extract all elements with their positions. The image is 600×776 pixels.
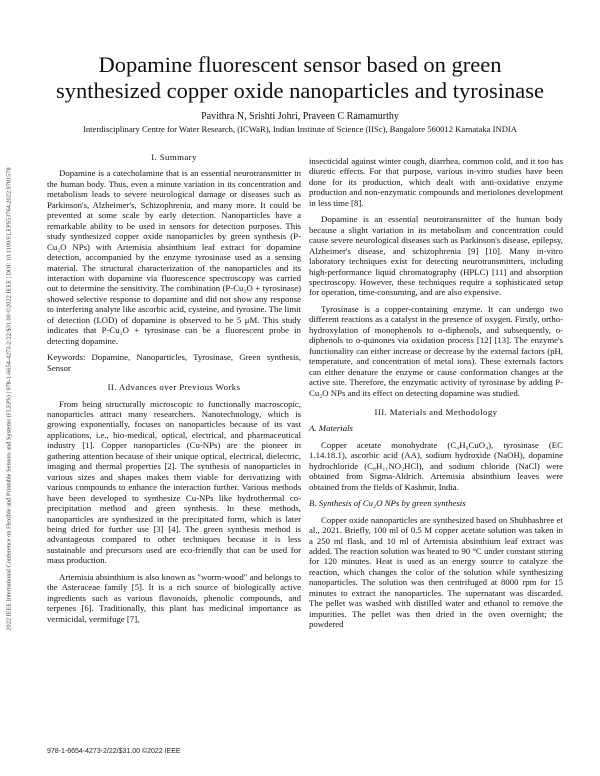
continued-paragraph: insecticidal against winter cough, diarrhea, common cold, and it too has diuretic effects. For that purpose, various in-vitro studies have been done for its production, which dealt with anti-oxidative enzyme production and non-enzymatic compounds and meriolones development in less time [8].: [309, 156, 563, 208]
dopamine-paragraph: Dopamine is an essential neurotransmitter of the human body because a slight variation in its metabolism and concentration could cause severe neurological diseases such as Parkinson's disease, epilepsy, Alzheimer's disease, and schizophrenia [9] [10]. Many in-vitro laboratory techniques exist for detecting neurotransmitters, including high-performance liquid chromatography (HPLC) [11] and absorption spectroscopy. However, these techniques require a sophisticated setup for operation, time-consuming, and are also expensive.: [309, 214, 563, 298]
authors: Pavithra N, Srishti Johri, Praveen C Ramamurthy: [201, 111, 399, 122]
subheading-materials: A. Materials: [309, 423, 353, 434]
heading-advances: II. Advances over Previous Works: [107, 382, 241, 393]
keywords: Keywords: Dopamine, Nanoparticles, Tyrosinase, Green synthesis, Sensor: [47, 352, 301, 373]
synthesis-paragraph: Copper oxide nanoparticles are synthesized based on Shubhashree et al., 2021. Briefly, 100 ml of 0.5 M copper acetate solution was taken in a 250 ml flask, and 10 ml of Artemisia absinthium leaf extract was added. The reaction solution was heated to 90 °C under constant stirring for 120 minutes. Heat is used as an energy source to catalyze the reaction, which changes the color of the solution while synthesizing nanoparticles. The solution was then centrifuged at 8000 rpm for 15 minutes to extract the nanoparticles. The supernatant was discarded. The pellet was washed with distilled water and ethanol to remove the impurities. The pellet was then dried in the oven overnight; the powdered: [309, 514, 563, 630]
footer-copyright: 978-1-6654-4273-2/22/$31.00 ©2022 IEEE: [47, 748, 181, 755]
materials-paragraph: Copper acetate monohydrate (C₄H₆CuO₄), tyrosinase (EC 1.14.18.1), ascorbic acid (AA), sodium hydroxide (NaOH), dopamine hydrochloride (C₈H₁₁NO₂HCl), and sodium chloride (NaCl) were obtained from Sigma-Aldrich. Artemisia absinthium leaves were obtained from the fields of Kashmir, India.: [309, 439, 563, 492]
heading-summary: I. Summary: [151, 152, 197, 162]
affiliation: Interdisciplinary Centre for Water Research, (ICWaR), Indian Institute of Science (IISc), Bangalore 560012 Karnataka INDIA: [83, 124, 517, 134]
paper-title: [40, 52, 560, 104]
left-column: [47, 152, 301, 624]
advances-paragraph-1: From being structurally microscopic to functionally macroscopic, nanoparticles attract many researchers. Nanotechnology, which is growing exponentially, focuses on nanoparticles because of its vast applications, i.e., bio-medical, optical, electrical, and pharmaceutical industry [1]. Copper nanoparticles (Cu-NPs) are the pioneer in gathering attention because of their unique optical, electrical, dielectric, imaging and thermal properties [2]. The synthesis of nanoparticles in various sizes and shapes makes them viable for derivatizing with various compounds to enhance the interaction further. Various methods have been developed to synthesize Cu-NPs like hydrothermal co-precipitation method and green synthesis. In these methods, nanoparticles are synthesized in the precipitated form, which is later being dried for further use [3] [4]. The green synthesis method is advantageous compared to other techniques because it is less sustainable and precursors used are eco-friendly that can be used for mass production.: [47, 398, 301, 566]
right-column: [309, 156, 563, 630]
title-line-1: Dopamine fluorescent sensor based on green: [98, 52, 502, 77]
advances-paragraph-2: Artemisia absinthium is also known as "worm-wood" and belongs to the Asteraceae family [5]. It is a rich source of biologically active ingredients such as various flavonoids, phenolic compounds, and terpenes [6]. Traditionally, this plant has medicinal importance as vermicidal, vermifuge [7],: [47, 571, 301, 624]
heading-methods: III. Materials and Methodology: [374, 406, 498, 417]
tyrosinase-paragraph: Tyrosinase is a copper-containing enzyme. It can undergo two different reactions as a catalyst in the presence of oxygen. Firstly, ortho-hydroxylation of monophenols to o-diphenols, and subsequently, o-diphenols to o-quinones via oxidation process [12] [13]. The enzyme's functionality can either increase or decrease by the external factors (pH, temperature, and concentration of metal ions). These externals factors can either denature the enzyme or cause conformation changes at the active site. Therefore, the enzymatic activity of tyrosinase by adding P-Cu₂O NPs and its effect on detecting dopamine was studied.: [309, 303, 563, 398]
title-line-2: synthesized copper oxide nanoparticles and tyrosinase: [56, 78, 544, 103]
sidebar-citation: [2, 108, 16, 690]
subheading-synthesis: B. Synthesis of Cu₂O NPs by green synthesis: [309, 498, 466, 509]
summary-paragraph: Dopamine is a catecholamine that is an essential neurotransmitter in the human body. Thus, even a minute variation in its concentration and metabolism leads to severe neurological damage or diseases such as Parkinson's, Alzheimer's, Schizophrenia, and many more. It could be prevented at some scale by early detection. Nanoparticles have a remarkable ability to be used in sensors for detection purposes. This study synthesized copper oxide nanoparticles by green synthesis (P-Cu₂O NPs) with Artemisia absinthium leaf extract for dopamine detection, accompanied by the enzyme tyrosinase used as a sensing material. The structural characterization of the nanoparticles and its interaction with dopamine via fluorescence spectroscopy was carried out to determine the sensitivity. The combination (P-Cu₂O + tyrosinase) showed selective response to dopamine and did not show any response to interfering analyte like ascorbic acid, cysteine, and tyrosine. The limit of detection (LOD) of dopamine is observed to be 5 μM. This study indicates that P-Cu₂O + tyrosinase can be a fluorescent probe in detecting dopamine.: [47, 168, 301, 346]
sidebar-text: 2022 IEEE International Conference on Flexible and Printable Sensors and Systems (FLEPS) | 978-1-6654-4273-2/22/$31.00 ©2022 IEEE | DOI: 10.1109/FLEPS53764.2022.9781578: [5, 167, 13, 631]
